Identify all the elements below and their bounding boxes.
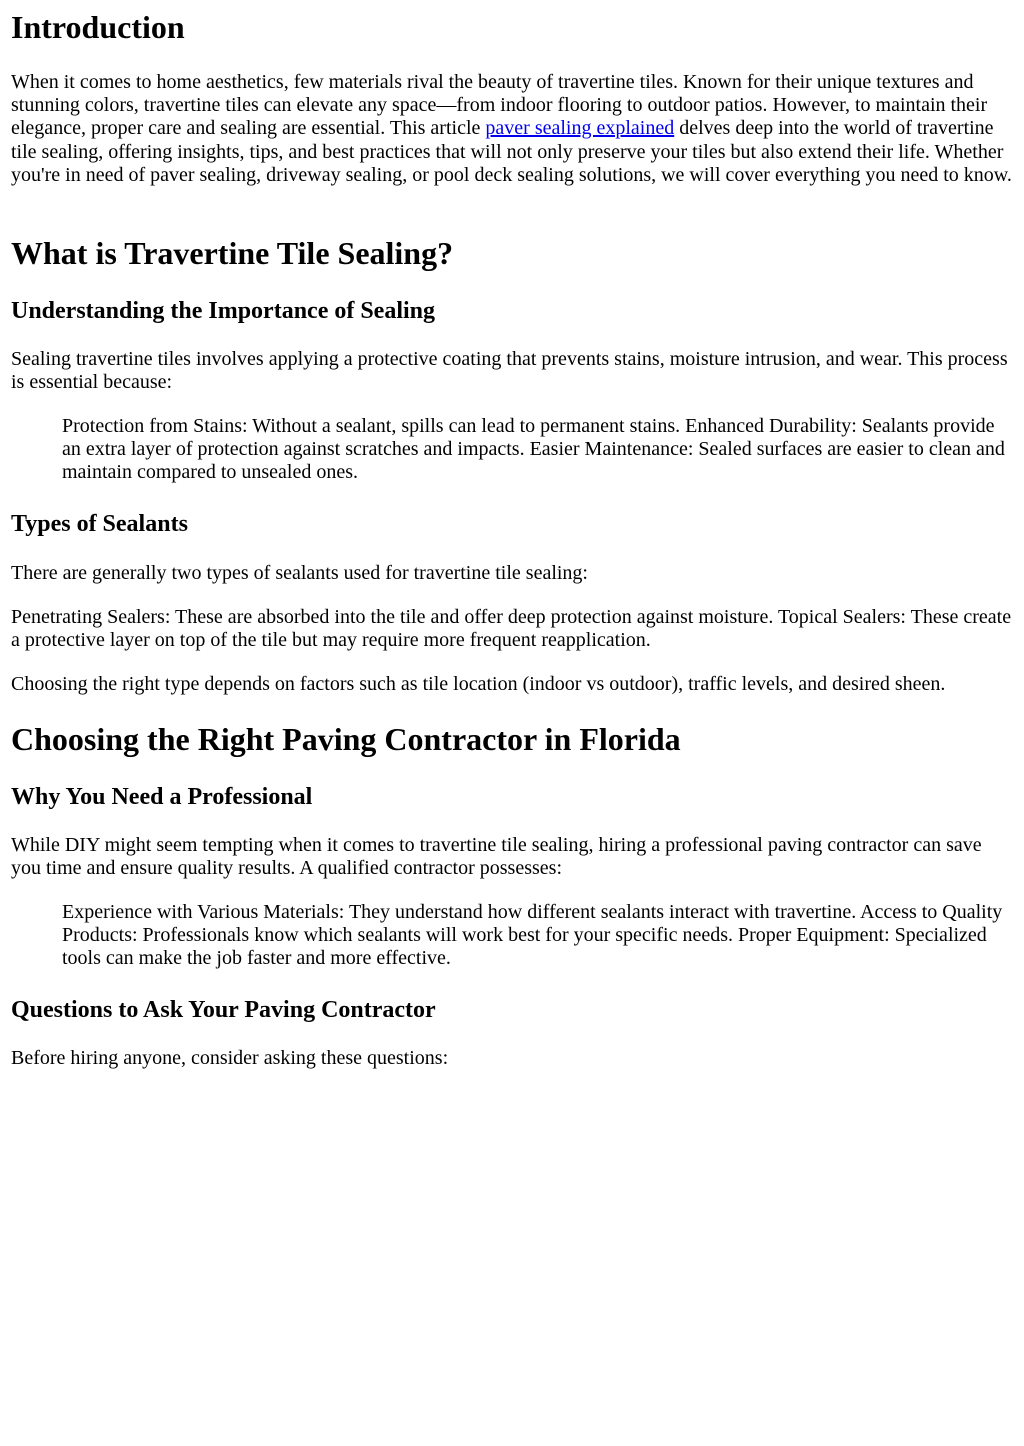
types-paragraph-intro: There are generally two types of sealants used for travertine tile sealing: (11, 562, 588, 584)
heading-why-professional: Why You Need a Professional (11, 784, 313, 810)
heading-types-of-sealants: Types of Sealants (11, 511, 188, 537)
why-professional-blockquote: Experience with Various Materials: They understand how different sealants interact with travertine. Access to Quality Products: Professionals know which sealants will work best for your specific needs. Proper Equipment: Specialized tools can make the job faster and more effective. (62, 901, 1003, 970)
heading-introduction: Introduction (11, 9, 185, 45)
types-paragraph-choosing: Choosing the right type depends on factors such as tile location (indoor vs outdoor), traffic levels, and desired sheen. (11, 673, 946, 695)
heading-questions-to-ask: Questions to Ask Your Paving Contractor (11, 997, 436, 1023)
intro-paragraph (11, 71, 1016, 187)
types-paragraph-sealers: Penetrating Sealers: These are absorbed into the tile and offer deep protection against moisture. Topical Sealers: These create a protective layer on top of the tile but may require more frequent reapplication. (11, 606, 1012, 652)
heading-importance-of-sealing: Understanding the Importance of Sealing (11, 298, 436, 324)
questions-paragraph: Before hiring anyone, consider asking these questions: (11, 1047, 449, 1069)
importance-blockquote: Protection from Stains: Without a sealant, spills can lead to permanent stains. Enhanced Durability: Sealants provide an extra layer of protection against scratches and impacts. Easier Maintenance: Sealed surfaces are easier to clean and maintain compared to unsealed ones. (62, 415, 1005, 484)
heading-choosing-contractor: Choosing the Right Paving Contractor in Florida (11, 721, 681, 757)
intro-text-after: delves deep into the world of travertine tile sealing, offering insights, tips, and best practices that will not only preserve your tiles but also extend their life. Whether you're in need of paver sealing, driveway sealing, or pool deck sealing solutions, we will cover everything you need to know. (11, 117, 1012, 186)
paver-sealing-link[interactable]: paver sealing explained (485, 117, 675, 140)
intro-text-before: When it comes to home aesthetics, few materials rival the beauty of travertine tiles. Known for their unique textures and stunning colors, travertine tiles can elevate any space—from indoor flooring to outdoor patios. However, to maintain their elegance, proper care and sealing are essential. This article (11, 71, 988, 140)
why-professional-paragraph: While DIY might seem tempting when it comes to travertine tile sealing, hiring a professional paving contractor can save you time and ensure quality results. A qualified contractor possesses: (11, 834, 982, 880)
importance-paragraph: Sealing travertine tiles involves applying a protective coating that prevents stains, moisture intrusion, and wear. This process is essential because: (11, 348, 1008, 394)
heading-what-is-sealing: What is Travertine Tile Sealing? (11, 235, 454, 271)
